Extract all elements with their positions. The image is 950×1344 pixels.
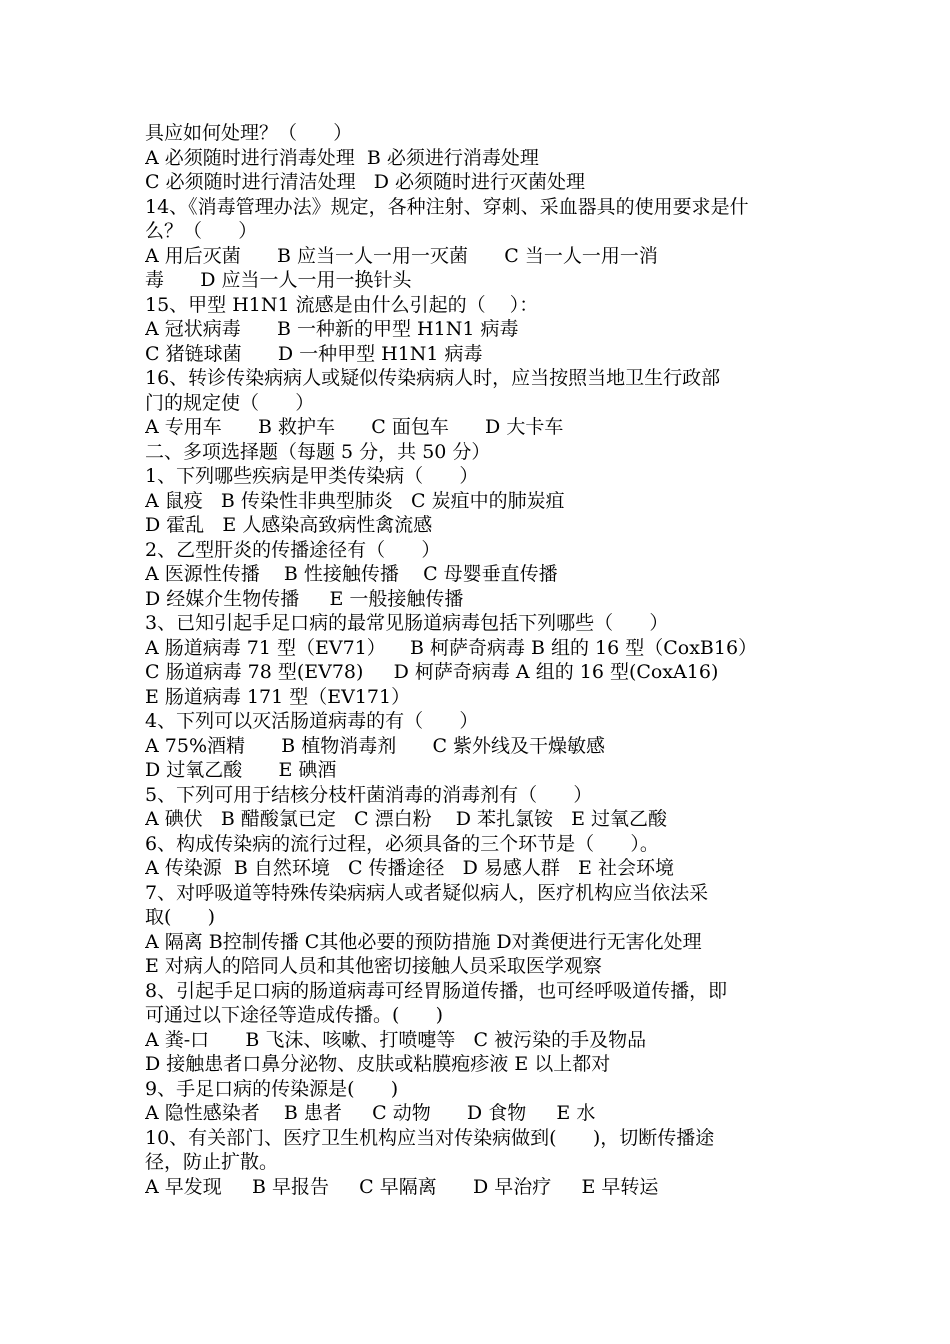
- section-heading: 二、多项选择题（每题 5 分，共 50 分）: [145, 440, 491, 463]
- text-line: 10、有关部门、医疗卫生机构应当对传染病做到( )，切断传播途: [145, 1126, 715, 1149]
- text-line: 15、甲型 H1N1 流感是由什么引起的（ ）：: [145, 293, 539, 316]
- text-line: A 粪-口 B 飞沫、咳嗽、打喷嚏等 C 被污染的手及物品: [145, 1028, 647, 1051]
- text-line: 14、《消毒管理办法》规定，各种注射、穿刺、采血器具的使用要求是什: [145, 195, 749, 218]
- text-line: A 隐性感染者 B 患者 C 动物 D 食物 E 水: [145, 1102, 596, 1124]
- text-line: A 冠状病毒 B 一种新的甲型 H1N1 病毒: [145, 318, 519, 340]
- text-line: A 碘伏 B 醋酸氯已定 C 漂白粉 D 苯扎氯铵 E 过氧乙酸: [145, 808, 668, 830]
- text-line: D 霍乱 E 人感染高致病性禽流感: [145, 514, 433, 536]
- text-line: A 75%酒精 B 植物消毒剂 C 紫外线及干燥敏感: [145, 734, 606, 757]
- text-line: C 必须随时进行清洁处理 D 必须随时进行灭菌处理: [145, 171, 585, 193]
- text-line: 8、引起手足口病的肠道病毒可经胃肠道传播，也可经呼吸道传播，即: [145, 979, 728, 1002]
- text-line: 7、对呼吸道等特殊传染病病人或者疑似病人，医疗机构应当依法采: [145, 881, 709, 904]
- document-page: [145, 121, 815, 1199]
- text-line: A 医源性传播 B 性接触传播 C 母婴垂直传播: [145, 563, 558, 585]
- text-line: 9、手足口病的传染源是( ): [145, 1077, 399, 1100]
- text-line: 么？（ ）: [145, 220, 258, 242]
- text-line: A 传染源 B 自然环境 C 传播途径 D 易感人群 E 社会环境: [145, 857, 674, 879]
- text-line: A 肠道病毒 71 型（EV71） B 柯萨奇病毒 B 组的 16 型（CoxB16）: [145, 636, 758, 659]
- text-line: 16、转诊传染病病人或疑似传染病病人时，应当按照当地卫生行政部: [145, 367, 721, 389]
- text-line: 可通过以下途径等造成传播。( ): [145, 1004, 444, 1026]
- text-line: 门的规定使（ ）: [145, 391, 315, 414]
- text-line: 2、乙型肝炎的传播途径有（ ）: [145, 538, 441, 561]
- text-line: A 早发现 B 早报告 C 早隔离 D 早治疗 E 早转运: [145, 1175, 659, 1198]
- text-line: 具应如何处理？（ ）: [145, 122, 353, 144]
- text-line: D 接触患者口鼻分泌物、皮肤或粘膜疱疹液 E 以上都对: [145, 1053, 611, 1075]
- text-line: 6、构成传染病的流行过程，必须具备的三个环节是（ ）。: [145, 832, 659, 855]
- text-line: C 猪链球菌 D 一种甲型 H1N1 病毒: [145, 342, 483, 365]
- text-line: E 对病人的陪同人员和其他密切接触人员采取医学观察: [145, 955, 602, 977]
- text-line: A 必须随时进行消毒处理 B 必须进行消毒处理: [145, 146, 539, 169]
- text-line: E 肠道病毒 171 型（EV171）: [145, 685, 411, 708]
- text-line: 3、已知引起手足口病的最常见肠道病毒包括下列哪些（ ）: [145, 612, 669, 634]
- text-line: 径，防止扩散。: [145, 1151, 279, 1173]
- text-line: A 用后灭菌 B 应当一人一用一灭菌 C 当一人一用一消: [145, 244, 658, 267]
- text-line: 5、下列可用于结核分枝杆菌消毒的消毒剂有（ ）: [145, 783, 593, 806]
- text-line: A 鼠疫 B 传染性非典型肺炎 C 炭疽中的肺炭疽: [145, 489, 565, 512]
- text-line: A 专用车 B 救护车 C 面包车 D 大卡车: [145, 416, 564, 438]
- text-line: D 经媒介生物传播 E 一般接触传播: [145, 587, 464, 610]
- text-line: 4、下列可以灭活肠道病毒的有（ ）: [145, 710, 479, 732]
- text-line: C 肠道病毒 78 型(EV78) D 柯萨奇病毒 A 组的 16 型(CoxA16): [145, 661, 719, 683]
- text-line: 1、下列哪些疾病是甲类传染病（ ）: [145, 465, 479, 487]
- text-line: A 隔离 B控制传播 C其他必要的预防措施 D对粪便进行无害化处理: [145, 930, 702, 953]
- text-line: 取( ): [145, 906, 216, 928]
- text-line: 毒 D 应当一人一用一换针头: [145, 269, 412, 291]
- text-line: D 过氧乙酸 E 碘酒: [145, 759, 337, 781]
